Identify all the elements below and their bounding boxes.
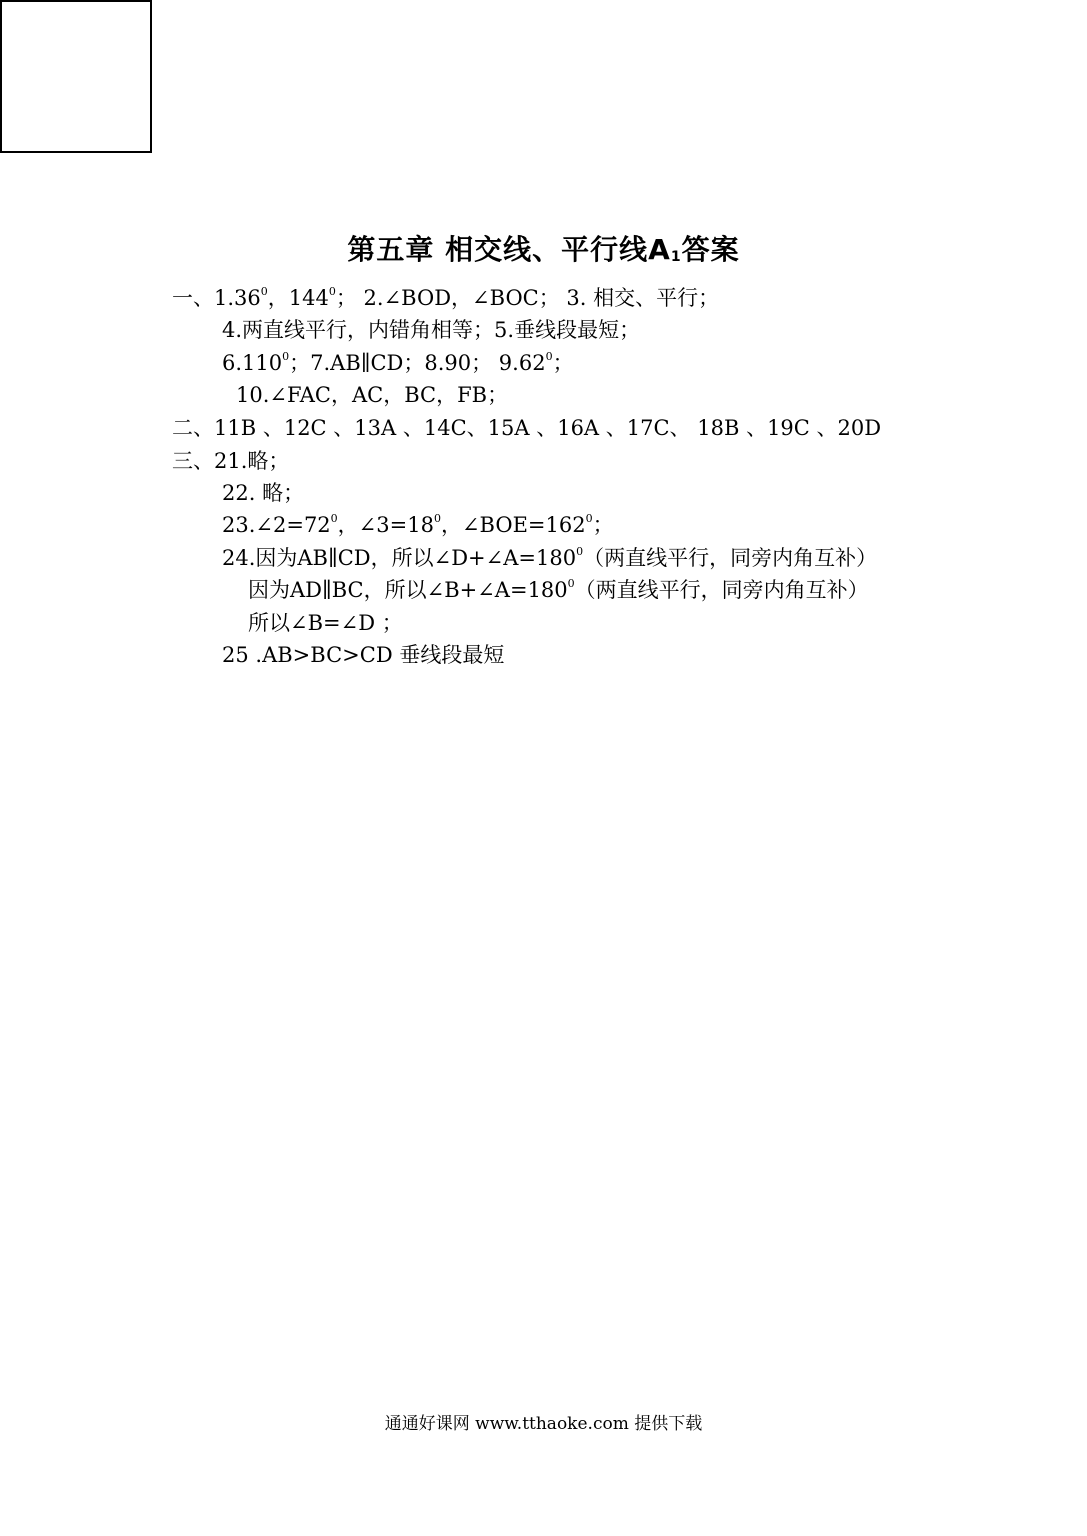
degree-mark: 0 (585, 512, 593, 525)
text-segment: 10.∠FAC，AC，BC，FB； (236, 383, 509, 407)
text-segment: ，144 (267, 286, 329, 310)
answer-line-3 (222, 350, 574, 376)
text-segment: （两直线平行，同旁内角互补） (583, 546, 878, 570)
degree-mark: 0 (260, 285, 268, 298)
title-subscript: 1 (670, 249, 682, 265)
title-main: 第五章 相交线、平行线A (347, 233, 671, 266)
footer-credit: 通通好课网 www.tthaoke.com 提供下载 (384, 1414, 703, 1434)
text-segment: 二、11B 、12C 、13A 、14C、15A 、16A 、17C、 18B 、19C 、20D (172, 416, 882, 440)
text-segment: 24.因为AB∥CD，所以∠D+∠A=180 (222, 546, 577, 570)
text-segment: 三、21.略； (172, 449, 290, 473)
title-tail: 答案 (681, 233, 740, 266)
text-segment: ； (552, 351, 574, 375)
answer-line-10 (248, 577, 869, 603)
degree-mark: 0 (328, 285, 336, 298)
degree-mark: 0 (567, 577, 575, 590)
answer-line-7 (222, 480, 304, 506)
answer-line-12 (222, 642, 504, 668)
text-segment: （两直线平行，同旁内角互补） (574, 578, 869, 602)
degree-mark: 0 (545, 350, 553, 363)
degree-mark: 0 (330, 512, 338, 525)
corner-box (0, 0, 152, 153)
text-segment: ； 2.∠BOD，∠BOC； 3. 相交、平行； (335, 286, 720, 310)
answer-line-5 (172, 415, 881, 441)
answer-line-9 (222, 545, 877, 571)
text-segment: ，∠BOE=162 (440, 513, 586, 537)
answer-line-11 (248, 610, 403, 636)
answer-line-1 (172, 285, 719, 311)
text-segment: 一、1.36 (172, 286, 261, 310)
degree-mark: 0 (282, 350, 290, 363)
text-segment: 4.两直线平行，内错角相等；5.垂线段最短； (222, 318, 641, 342)
answer-line-8 (222, 512, 614, 538)
text-segment: 22. 略； (222, 481, 305, 505)
text-segment: 23.∠2=72 (222, 513, 331, 537)
text-segment: ，∠3=18 (337, 513, 434, 537)
text-segment: 因为AD∥BC，所以∠B+∠A=180 (248, 578, 568, 602)
text-segment: 6.110 (222, 351, 283, 375)
degree-mark: 0 (433, 512, 441, 525)
answer-line-6 (172, 448, 289, 474)
text-segment: 25 .AB>BC>CD 垂线段最短 (222, 643, 505, 667)
text-segment: ； (592, 513, 614, 537)
text-segment: ；7.AB∥CD；8.90； 9.62 (289, 351, 546, 375)
text-segment: 所以∠B=∠D ； (248, 611, 403, 635)
answer-line-2 (222, 317, 640, 343)
degree-mark: 0 (576, 545, 584, 558)
page-title (0, 228, 1087, 268)
answer-line-4 (236, 382, 508, 408)
